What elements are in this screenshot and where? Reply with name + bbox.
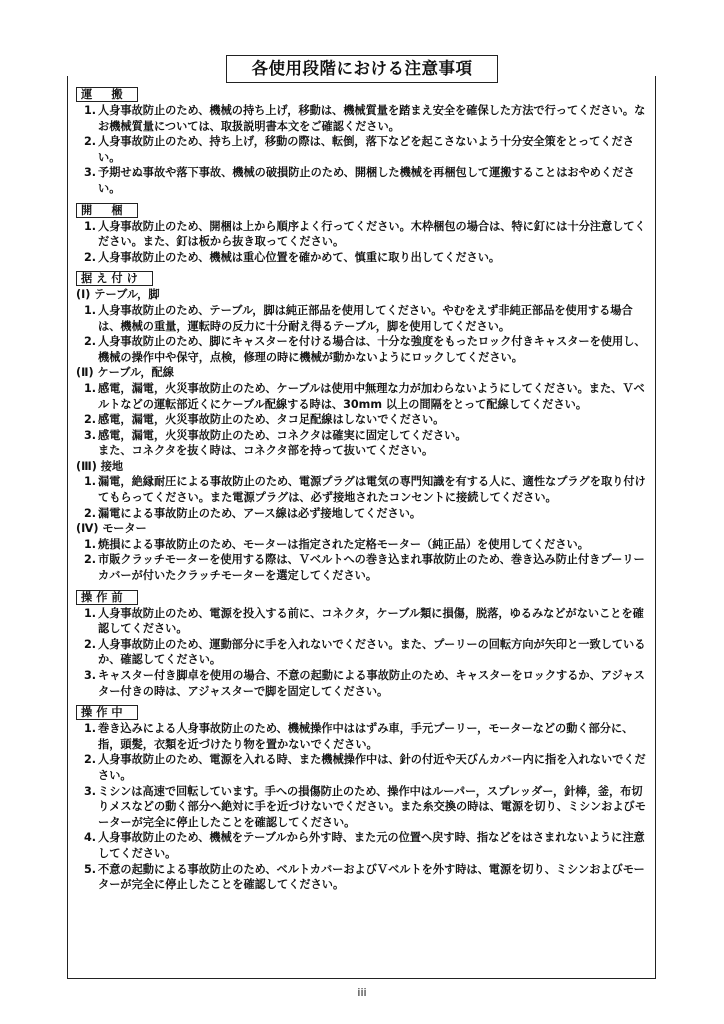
subsection-heading: (Ⅰ) テーブル，脚 xyxy=(76,288,160,302)
list-item xyxy=(76,552,650,583)
item-text: 不意の起動による事故防止のため、ベルトカバーおよびＶベルトを外す時は、電源を切り、ミシンおよびモーターが完全に停止したことを確認してください。 xyxy=(98,862,645,892)
item-number: 2. xyxy=(84,250,97,264)
item-text: 人身事故防止のため、持ち上げ，移動の際は、転倒，落下などを起こさないよう十分安全策をとってください。 xyxy=(98,135,634,164)
item-text: 人身事故防止のため、電源を入れる時、また機械操作中は、針の付近や天びんカバー内に指を入れないでください。 xyxy=(98,753,646,782)
list-item xyxy=(76,103,650,134)
item-number: 2. xyxy=(84,753,97,767)
list-item xyxy=(76,428,650,459)
item-number: 1. xyxy=(84,104,97,117)
item-text: 人身事故防止のため、開梱は上から順序よく行ってください。木枠梱包の場合は、特に釘には十分注意してください。また、釘は板から抜き取ってください。 xyxy=(98,219,646,249)
section-heading: 運 搬 xyxy=(76,87,138,102)
item-number: 2. xyxy=(84,637,97,651)
subsection-heading: (Ⅱ) ケーブル，配線 xyxy=(76,366,174,380)
list-item xyxy=(76,165,650,196)
item-number: 2. xyxy=(84,553,97,567)
list-item xyxy=(76,637,650,668)
item-number: 1. xyxy=(84,303,97,317)
item-text: 人身事故防止のため、機械は重心位置を確かめて、慎重に取り出してください。 xyxy=(98,250,501,264)
section-heading: 据え付け xyxy=(76,271,153,286)
list-item xyxy=(76,412,650,428)
list-item xyxy=(76,668,650,699)
item-text: 人身事故防止のため、機械をテーブルから外す時、また元の位置へ戻す時、指などをはさまれないように注意してください。 xyxy=(98,831,645,860)
item-text: 感電，漏電，火災事故防止のため、コネクタは確実に固定してください。 また、コネクタを抜く時は、コネクタ部を持って抜いてください。 xyxy=(98,428,467,458)
item-number: 3. xyxy=(84,784,97,798)
list-item xyxy=(76,862,650,893)
safety-notes xyxy=(76,87,650,893)
item-text: 漏電による事故防止のため、アース線は必ず接地してください。 xyxy=(98,506,422,520)
item-text: 予期せぬ事故や落下事故、機械の破損防止のため、開梱した機械を再梱包して運搬することはおやめください。 xyxy=(98,166,635,195)
section-heading: 開 梱 xyxy=(76,203,138,218)
list-item xyxy=(76,506,650,522)
item-text: 人身事故防止のため、脚にキャスターを付ける場合は、十分な強度をもったロック付きキャスターを使用し、機械の操作中や保守，点検，修理の時に機械が動かないようにロックしてください。 xyxy=(98,335,646,364)
item-number: 1. xyxy=(84,722,97,736)
list-item xyxy=(76,830,650,861)
item-text: ミシンは高速で回転しています。手への損傷防止のため、操作中はルーパー，スプレッダー，針棒，釜，布切りメスなどの動く部分へ絶対に手を近づけないでください。また糸交換の時は、電源を切り、ミシンおよびモーターが完全に停止したことを確認してください。 xyxy=(98,784,646,829)
item-text: 人身事故防止のため、運動部分に手を入れないでください。また、プーリーの回転方向が矢印と一致しているか、確認してください。 xyxy=(98,637,646,667)
item-text: 市販クラッチモーターを使用する際は、Ｖベルトへの巻き込まれ事故防止のため、巻き込み防止付きプーリーカバーが付いたクラッチモーターを選定してください。 xyxy=(98,553,645,583)
item-text: 人身事故防止のため、電源を投入する前に、コネクタ，ケーブル類に損傷，脱落，ゆるみなどがないことを確認してください。 xyxy=(98,606,644,636)
item-text: 人身事故防止のため、テーブル，脚は純正部品を使用してください。やむをえず非純正部品を使用する場合は、機械の重量，運転時の反力に十分耐え得るテーブル，脚を使用してください。 xyxy=(98,303,633,333)
list-item xyxy=(76,784,650,831)
section-heading: 操作前 xyxy=(76,590,138,605)
subsection-heading: (Ⅲ) 接地 xyxy=(76,459,124,473)
section xyxy=(76,87,650,197)
item-text: 巻き込みによる人身事故防止のため、機械操作中ははずみ車，手元プーリー，モーターなどの動く部分に、指，頭髪，衣類を近づけたり物を置かないでください。 xyxy=(98,722,634,751)
list-item xyxy=(76,606,650,637)
section xyxy=(76,203,650,266)
item-text: 人身事故防止のため、機械の持ち上げ，移動は、機械質量を踏まえ安全を確保した方法で行ってください。なお機械質量については、取扱説明書本文をご確認ください。 xyxy=(98,104,646,133)
subsection-heading: (Ⅳ) モーター xyxy=(76,522,147,536)
list-item xyxy=(76,474,650,505)
item-number: 3. xyxy=(84,428,97,442)
item-number: 2. xyxy=(84,413,97,427)
list-item xyxy=(76,381,650,412)
item-number: 2. xyxy=(84,506,97,520)
item-number: 2. xyxy=(84,135,97,149)
list-item xyxy=(76,721,650,752)
section-heading: 操作中 xyxy=(76,705,138,720)
section xyxy=(76,271,650,583)
list-item xyxy=(76,219,650,250)
item-number: 3. xyxy=(84,166,97,180)
page-title: 各使用段階における注意事項 xyxy=(226,55,498,83)
item-number: 5. xyxy=(84,862,97,876)
item-text: 感電，漏電，火災事故防止のため、ケーブルは使用中無理な力が加わらないようにしてください。また、Ｖベルトなどの運転部近くにケーブル配線する時は、30mm 以上の間隔をとって配線してください。 xyxy=(98,381,645,411)
section xyxy=(76,705,650,893)
list-item xyxy=(76,334,650,365)
list-item xyxy=(76,537,650,553)
section xyxy=(76,590,650,700)
page-number: iii xyxy=(357,986,367,999)
item-text: 焼損による事故防止のため、モーターは指定された定格モーター（純正品）を使用してください。 xyxy=(98,537,589,551)
list-item xyxy=(76,134,650,165)
item-number: 3. xyxy=(84,669,97,682)
item-number: 4. xyxy=(84,831,97,845)
item-text: 感電，漏電，火災事故防止のため、タコ足配線はしないでください。 xyxy=(98,413,445,427)
item-number: 2. xyxy=(84,335,97,349)
item-text: 漏電，絶縁耐圧による事故防止のため、電源プラグは電気の専門知識を有する人に、適性なプラグを取り付けてもらってください。また電源プラグは、必ず接地されたコンセントに接続してください。 xyxy=(98,475,646,505)
item-number: 1. xyxy=(84,475,97,489)
item-text: キャスター付き脚卓を使用の場合、不意の起動による事故防止のため、キャスターをロックするか、アジャスター付きの時は、アジャスターで脚を固定してください。 xyxy=(98,669,645,698)
item-number: 1. xyxy=(84,381,97,395)
list-item xyxy=(76,752,650,783)
item-number: 1. xyxy=(84,606,97,620)
item-number: 1. xyxy=(84,219,97,233)
list-item xyxy=(76,250,650,266)
list-item xyxy=(76,303,650,334)
item-number: 1. xyxy=(84,537,97,551)
